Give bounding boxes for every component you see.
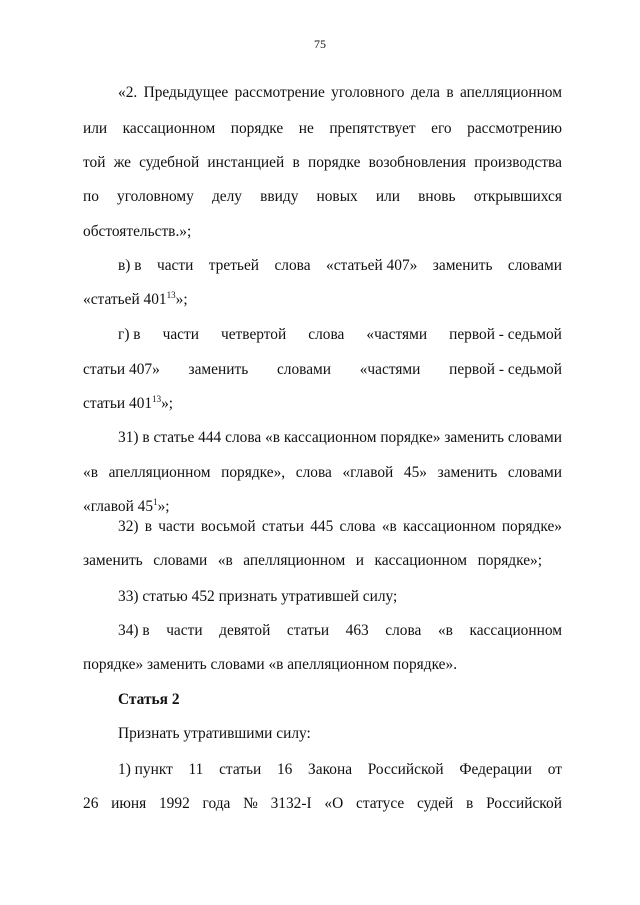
word: слова (225, 429, 262, 446)
word: «главой (342, 464, 394, 481)
word: же (113, 154, 131, 171)
word: «частями (366, 326, 428, 343)
paragraph-2-line-2 (83, 120, 562, 138)
word: Предыдущее (143, 84, 229, 101)
word: Закона (308, 761, 353, 778)
word: 11 (188, 761, 204, 778)
word: препятствует (329, 120, 416, 137)
word: 445 (310, 518, 334, 535)
word: «в (83, 464, 98, 481)
word: «О (324, 795, 344, 812)
word: № (243, 795, 258, 812)
item-v-line-2-end: »; (175, 291, 188, 308)
word: инстанцией (207, 154, 285, 171)
word: ввиду (260, 188, 299, 205)
article-2-item-1-line-2 (83, 795, 562, 813)
word: «в (265, 429, 281, 446)
item-g-line-3 (83, 395, 562, 413)
word: кассационном (122, 120, 216, 137)
word: не (298, 120, 314, 137)
word: слова (385, 622, 422, 639)
item-g-superscript: 13 (152, 394, 162, 404)
item-32-line-1 (118, 518, 562, 536)
word: уголовному (117, 188, 194, 205)
paragraph-2-line-1 (118, 84, 562, 102)
word: производства (474, 154, 562, 171)
word: «частями (359, 361, 421, 378)
item-g-line-1 (118, 326, 562, 344)
word: восьмой (200, 518, 256, 535)
word: части (166, 622, 203, 639)
word: первой - седьмой (449, 326, 562, 343)
word: статьи (219, 761, 262, 778)
word: «2. (118, 84, 138, 101)
word: июня (111, 795, 147, 812)
word: уголовного (331, 84, 405, 101)
word: слова (274, 257, 311, 274)
word: третьей (208, 257, 260, 274)
word: статьи (261, 518, 304, 535)
word: в (142, 429, 150, 446)
item-31-line-2 (83, 464, 562, 482)
word: порядке (307, 154, 361, 171)
item-31-superscript: 1 (153, 497, 158, 507)
word: года (202, 795, 231, 812)
word: части (162, 326, 199, 343)
word: 32) (118, 518, 139, 535)
word: его (431, 120, 452, 137)
item-g-line-3-text: статьи 401 (83, 395, 153, 412)
word: 16 (276, 761, 293, 778)
item-g-line-3-end: »; (161, 395, 174, 412)
word: и (355, 552, 364, 569)
word: 444 (198, 429, 222, 446)
word: в) в (118, 257, 142, 274)
word: новых (316, 188, 358, 205)
word: порядке (230, 120, 284, 137)
word: судей (417, 795, 454, 812)
word: слова (295, 464, 332, 481)
word: статьи (286, 622, 330, 639)
word: 463 (345, 622, 369, 639)
paragraph-2-line-3 (83, 154, 562, 172)
item-g-line-2 (83, 361, 562, 379)
word: возобновления (368, 154, 467, 171)
word: той (83, 154, 106, 171)
word: 1992 (158, 795, 190, 812)
paragraph-2-line-5: обстоятельств.»; (83, 223, 192, 240)
word: г) в (118, 326, 141, 343)
article-2-intro: Признать утратившими силу: (118, 725, 311, 742)
word: кассационном (403, 518, 496, 535)
word: кассационном (469, 622, 562, 639)
word: апелляционном (108, 464, 211, 481)
word: «статьей 407» (326, 257, 418, 274)
item-32-line-2 (83, 552, 542, 570)
word: «в (381, 518, 397, 535)
item-v-line-1 (118, 257, 562, 275)
word: по (83, 188, 99, 205)
word: в (466, 795, 474, 812)
word: слова (308, 326, 345, 343)
word: в (292, 154, 300, 171)
word: части (156, 257, 194, 274)
item-31-line-3-end: »; (157, 498, 170, 515)
article-2-heading: Статья 2 (118, 691, 180, 708)
word: заменить (437, 464, 498, 481)
word: 31) (118, 429, 139, 446)
word: словами (153, 552, 208, 569)
word: в (446, 84, 454, 101)
word: словами (507, 464, 562, 481)
word: кассационном (374, 552, 468, 569)
item-34-line-1 (118, 622, 562, 640)
word: заменить (188, 361, 249, 378)
word: 45» (403, 464, 427, 481)
item-31-line-3-text: «главой 45 (83, 498, 154, 515)
item-34-line-2: порядке» заменить словами «в апелляционном порядке». (83, 656, 458, 673)
word: от (547, 761, 562, 778)
word: судебной (139, 154, 200, 171)
paragraph-2-line-4 (83, 188, 562, 206)
word: порядке» (501, 518, 562, 535)
word: четвертой (220, 326, 287, 343)
word: 3132-I (270, 795, 312, 812)
word: вновь (418, 188, 456, 205)
word: заменить (83, 552, 143, 569)
word: словами (276, 361, 332, 378)
item-31-line-3 (83, 498, 562, 516)
word: порядке»; (477, 552, 542, 569)
word: кассационном (283, 429, 377, 446)
word: «в (217, 552, 233, 569)
word: порядке» (380, 429, 441, 446)
word: статьи 407» (83, 361, 160, 378)
word: Российской (486, 795, 562, 812)
item-31-line-1 (118, 429, 562, 447)
item-v-line-2 (83, 291, 562, 309)
item-v-line-2-text: «статьей 401 (83, 291, 167, 308)
word: в (144, 518, 153, 535)
word: Федерации (459, 761, 532, 778)
word: 26 (83, 795, 99, 812)
word: порядке», (221, 464, 286, 481)
word: рассмотрение (234, 84, 325, 101)
word: апелляционном (460, 84, 562, 101)
word: словами (507, 429, 562, 446)
word: первой - седьмой (449, 361, 562, 378)
item-33-line-1: 33) статью 452 признать утратившей силу; (118, 588, 398, 605)
article-2-item-1-line-1 (118, 761, 562, 779)
word: дела (410, 84, 441, 101)
word: заменить (432, 257, 493, 274)
word: девятой (219, 622, 271, 639)
word: или (375, 188, 400, 205)
word: или (83, 120, 108, 137)
word: «в (437, 622, 453, 639)
word: слова (339, 518, 376, 535)
page-number: 75 (314, 37, 326, 51)
word: 34) в (118, 622, 150, 639)
item-v-superscript: 13 (166, 290, 176, 300)
word: делу (211, 188, 243, 205)
word: словами (507, 257, 562, 274)
word: Российской (367, 761, 444, 778)
word: заменить (444, 429, 505, 446)
word: рассмотрению (467, 120, 562, 137)
word: открывшихся (473, 188, 562, 205)
word: апелляционном (243, 552, 346, 569)
word: статусе (355, 795, 405, 812)
word: 1) пункт (118, 761, 173, 778)
word: статье (153, 429, 195, 446)
word: части (158, 518, 195, 535)
